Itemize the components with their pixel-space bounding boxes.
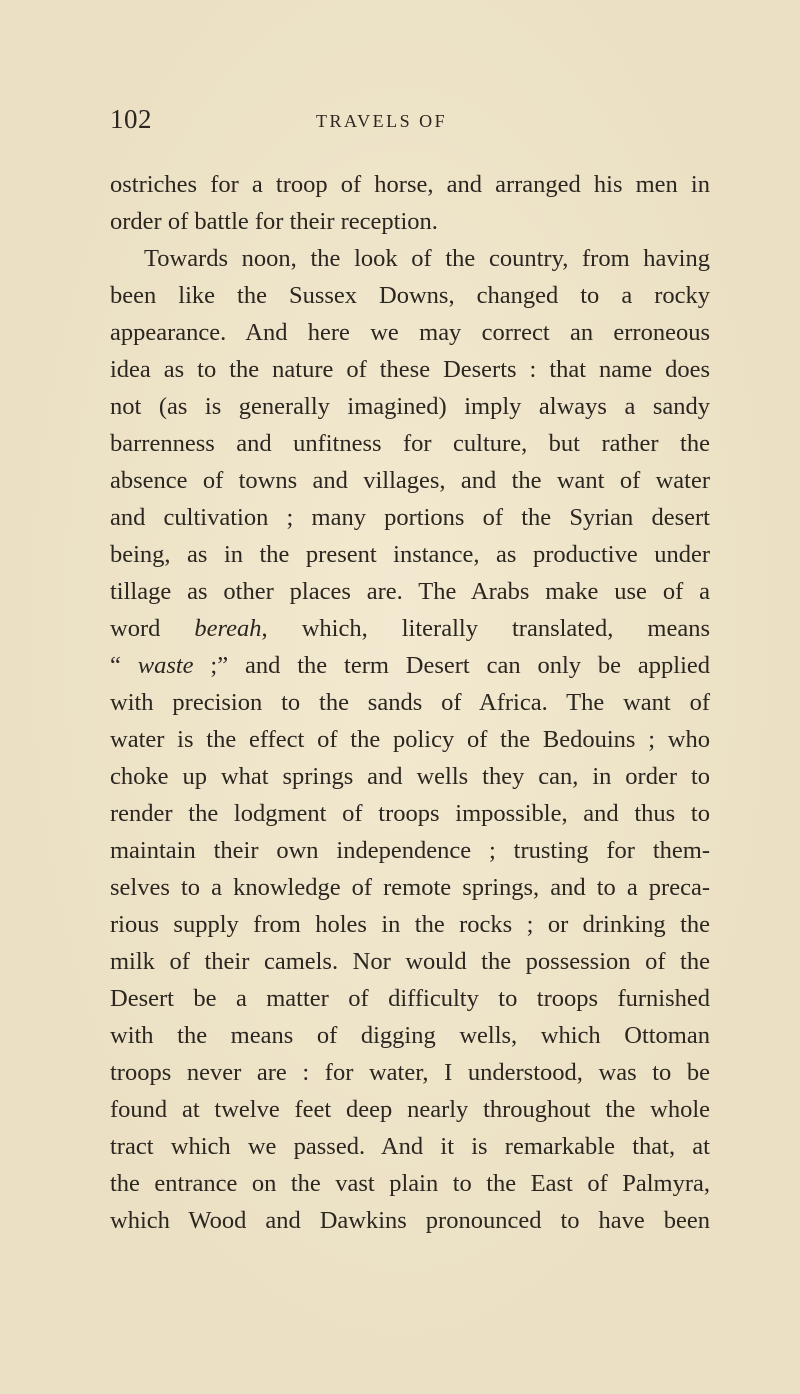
text-line: been like the Sussex Downs, changed to a rocky [110, 282, 710, 309]
italic-word-waste: waste [137, 652, 194, 679]
text-line: and cultivation ; many portions of the Syrian desert [110, 504, 710, 531]
text-line: water is the effect of the policy of the Bedouins ; who [110, 726, 710, 753]
text-line: choke up what springs and wells they can, in order to [110, 763, 710, 790]
text-line: troops never are : for water, I understood, was to be [110, 1059, 710, 1086]
line-text-before: “ [110, 652, 138, 679]
italic-word-bereah: bereah [194, 615, 262, 642]
running-head: TRAVELS OF [316, 111, 448, 131]
text-line: not (as is generally imagined) imply always a sandy [110, 393, 710, 420]
text-line: idea as to the nature of these Deserts : that name does [110, 356, 710, 383]
text-line: Desert be a matter of difficulty to troops furnished [110, 985, 710, 1012]
text-line: rious supply from holes in the rocks ; or drinking the [110, 911, 710, 938]
page-header [110, 104, 710, 144]
text-line-with-italic [110, 610, 710, 647]
text-line: appearance. And here we may correct an erroneous [110, 319, 710, 346]
text-line: with precision to the sands of Africa. The want of [110, 689, 710, 716]
text-line: found at twelve feet deep nearly throughout the whole [110, 1096, 710, 1123]
line-text-before: word [110, 615, 195, 642]
body-text [110, 166, 710, 1239]
text-line: ostriches for a troop of horse, and arranged his men in [110, 171, 710, 198]
text-line: with the means of digging wells, which Ottoman [110, 1022, 710, 1049]
text-line-with-italic [110, 647, 710, 684]
text-line: render the lodgment of troops impossible, and thus to [110, 800, 710, 827]
text-line: which Wood and Dawkins pronounced to have been [110, 1207, 710, 1234]
text-line: Towards noon, the look of the country, from having [144, 245, 710, 272]
text-line: maintain their own independence ; trusting for them- [110, 837, 710, 864]
text-line: milk of their camels. Nor would the possession of the [110, 948, 710, 975]
text-line: tillage as other places are. The Arabs make use of a [110, 578, 710, 605]
line-text-after: , which, literally translated, means [261, 615, 710, 642]
text-line: the entrance on the vast plain to the East of Palmyra, [110, 1170, 710, 1197]
page-number: 102 [110, 104, 152, 134]
text-line: order of battle for their reception. [110, 208, 438, 235]
text-line: tract which we passed. And it is remarkable that, at [110, 1133, 710, 1160]
text-line: being, as in the present instance, as productive under [110, 541, 710, 568]
text-line: selves to a knowledge of remote springs, and to a preca- [110, 874, 710, 901]
text-line: absence of towns and villages, and the want of water [110, 467, 710, 494]
line-text-after: ;” and the term Desert can only be applied [193, 652, 710, 679]
text-line: barrenness and unfitness for culture, but rather the [110, 430, 710, 457]
